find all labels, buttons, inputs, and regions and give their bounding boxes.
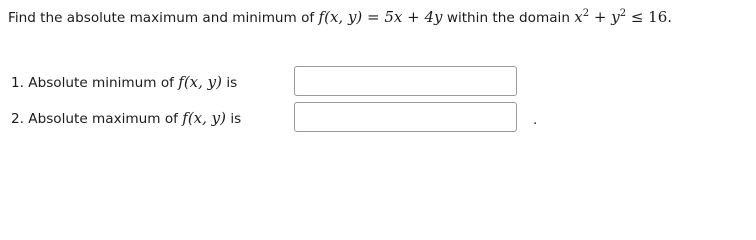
problem-intro-text: Find the absolute maximum and minimum of [8,10,319,26]
question-maximum-suffix: is [226,111,242,127]
domain-x: x [574,8,583,26]
domain-relation: ≤ 16. [626,8,673,26]
question-minimum-suffix: is [222,75,238,91]
domain-expression [574,8,672,26]
minimum-answer-input[interactable] [294,66,517,96]
function-lhs: f(x, y) [318,8,363,26]
problem-statement [8,6,756,29]
domain-x-exponent: 2 [582,8,590,19]
function-rhs: 5x + 4y [384,8,443,26]
domain-plus-y: + y [589,8,620,26]
function-expression [319,8,443,26]
question-minimum-prefix: 1. Absolute minimum of [11,75,179,91]
question-maximum [11,108,241,129]
trailing-period: . [533,112,538,128]
equals-sign: = [362,8,385,26]
domain-y-exponent: 2 [619,8,627,19]
maximum-answer-input[interactable] [294,102,517,132]
question-maximum-prefix: 2. Absolute maximum of [11,111,183,127]
problem-middle-text: within the domain [442,10,575,26]
question-minimum [11,72,237,93]
question-maximum-function: f(x, y) [182,109,226,127]
question-minimum-function: f(x, y) [178,73,223,91]
